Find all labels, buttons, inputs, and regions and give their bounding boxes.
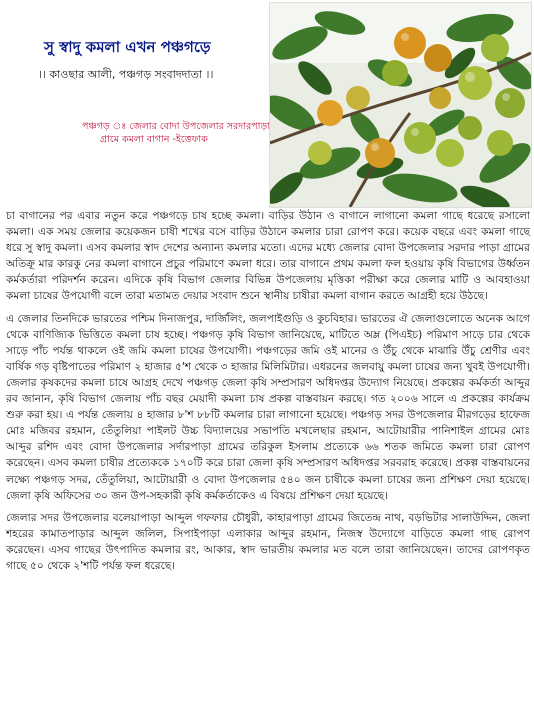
article-body [6, 208, 530, 580]
article-headline: সু স্বাদু কমলা এখন পঞ্চগড়ে [44, 38, 211, 56]
photo-caption-line-1: পঞ্চগড় ঃ জেলার বোদা উপজেলার সরদারপাড়া [82, 121, 270, 132]
article-byline: ।। কাওছার আলী, পঞ্চগড় সংবাদদাতা ।। [38, 68, 214, 81]
orange-tree-photo [269, 2, 532, 208]
photo-caption [82, 120, 272, 146]
article-paragraph-2: এ জেলার তিনদিকে ভারতের পশ্চিম দিনাজপুর, দার্জিলিং, জলপাইগুড়ি ও কুচবিহার। ভারতের ঐ জেলাগুলোতে অনেক আগে থেকে বাণিজ্যিক ভিত্তিতে কমলা চাষ হচ্ছে। পঞ্চগড় কৃষি বিভাগ জানিয়েছে, মাটিতে অম্ল (পিএইচ) পরিমাণ সাড়ে চার থেকে সাড়ে পাঁচ পর্যন্ত থাকলে ওই জমি কমলা চাষের উপযোগী। পঞ্চগড়ের জমি ওই মানের ও উঁচু থেকে মাঝারি উঁচু শ্রেণীর এবং বার্ষিক গড় বৃষ্টিপাতের পরিমাণ ২ হাজার ৫'শ থেকে ৩ হাজার মিলিমিটার। এধরনের জলবায়ু কমলা চাষের জন্য খুবই উপযোগী। জেলার কৃষকদের কমলা চাষে আগ্রহ দেখে পঞ্চগড় জেলা কৃষি সম্প্রসারণ অধিদপ্তর উদ্যোগ নিয়েছে। প্রকল্পের কর্মকর্তা আব্দুর রব জানান, কৃষি বিভাগ জেলায় পাঁচ বছর মেয়াদী কমলা চাষ প্রকল্প বাস্তবায়ন করছে। গত ২০০৬ সালে এ প্রকল্পের কার্যক্রম শুরু করা হয়। এ পর্যন্ত জেলায় ৪ হাজার ৮'শ ৮৮টি কমলার চারা লাগানো হয়েছে। পঞ্চগড় সদর উপজেলার মীরগড়ের হাফেজ মোঃ মজিবর রহমান, তেঁতুলিয়া পাইলট উচ্চ বিদ্যালয়ের সভাপতি মখলেছার রহমান, আটোয়ারীর পানিশাইল গ্রামের মোঃ আব্দুর রশিদ এবং বোদা উপজেলার সর্দারপাড়া গ্রামের তরিকুল ইসলাম প্রত্যেকে ৬৬ শতক জমিতে কমলা চারা রোপণ করেছেন। এসব কমলা চাষীর প্রত্যেককে ১৭০টি করে চারা জেলা কৃষি সম্প্রসারণ অধিদপ্তর সরবরাহ করেছে। প্রকল্প বাস্তবায়নের লক্ষ্যে পঞ্চগড় সদর, তেঁতুলিয়া, আটোয়ারী ও বোদা উপজেলার ৫৪০ জন চাষীকে কমলা চাষের জন্য প্রশিক্ষণ দেয়া হয়েছে। জেলা কৃষি অফিসের ৩০ জন উপ-সহকারী কৃষি কর্মকর্তাকেও এ বিষয়ে প্রশিক্ষণ দেয়া হয়েছে। [6, 312, 530, 502]
photo-caption-line-2: গ্রামে কমলা বাগান -ইত্তেফাক [100, 134, 208, 145]
article-paragraph-3: জেলার সদর উপজেলার বলেয়াপাড়া আব্দুল গফফার চৌধুরী, কাহারপাড়া গ্রামের জিতেন্দ্র নাথ, বড়ভিটার সালাউদ্দিন, জেলা শহরের কামাতপাড়ার আব্দুল জলিল, সিপাইপাড়া এলাকার আব্দুর রহমান, নিজস্ব উদ্যোগে বাড়িতে কমলা গাছ রোপণ করেছেন। এসব গাছের উৎপাদিত কমলার রং, আকার, স্বাদ ভারতীয় কমলার মত বলে তারা জানিয়েছেন। তাদের রোপণকৃত গাছে ৫০ থেকে ২'শটি পর্যন্ত ফল ধরেছে। [6, 511, 530, 572]
article-paragraph-1: চা বাগানের পর এবার নতুন করে পঞ্চগড়ে চাষ হচ্ছে কমলা। বাড়ির উঠান ও বাগানে লাগানো কমলা গাছে ধরেছে রসালো কমলা। এক সময় জেলার কয়েকজন চাষী শখের বসে বাড়ির উঠানে কমলার চারা রোপণ করে। কয়েক বছরে এবং কমলা গাছে ধরে সু স্বাদু কমলা। এসব কমলার স্বাদ দেশের অন্যান্য কমলার মতো। এদের মধ্যে জেলার বোদা উপজেলার সরদার পাড়া গ্রামের অতিক্রূ মার কারকু নের কমলা বাগানে প্রচুর পরিমাণে কমলা ধরে। তার বাগানে প্রথম কমলা ফল হওয়ায় কৃষি বিভাগের উর্ধ্বতন কর্মকর্তারা পরিদর্শন করেন। এদিকে কৃষি বিভাগ জেলার বিভিন্ন উপজেলায় মৃত্তিকা পরীক্ষা করে জেলার মাটি ও আবহাওয়া কমলা চাষের উপযোগী বলে তারা মতামত দেয়ার সংবাদ শুনে স্থানীয় চাষীরা কমলা বাগান করতে আগ্রহী হয়ে উঠছে। [6, 210, 530, 303]
